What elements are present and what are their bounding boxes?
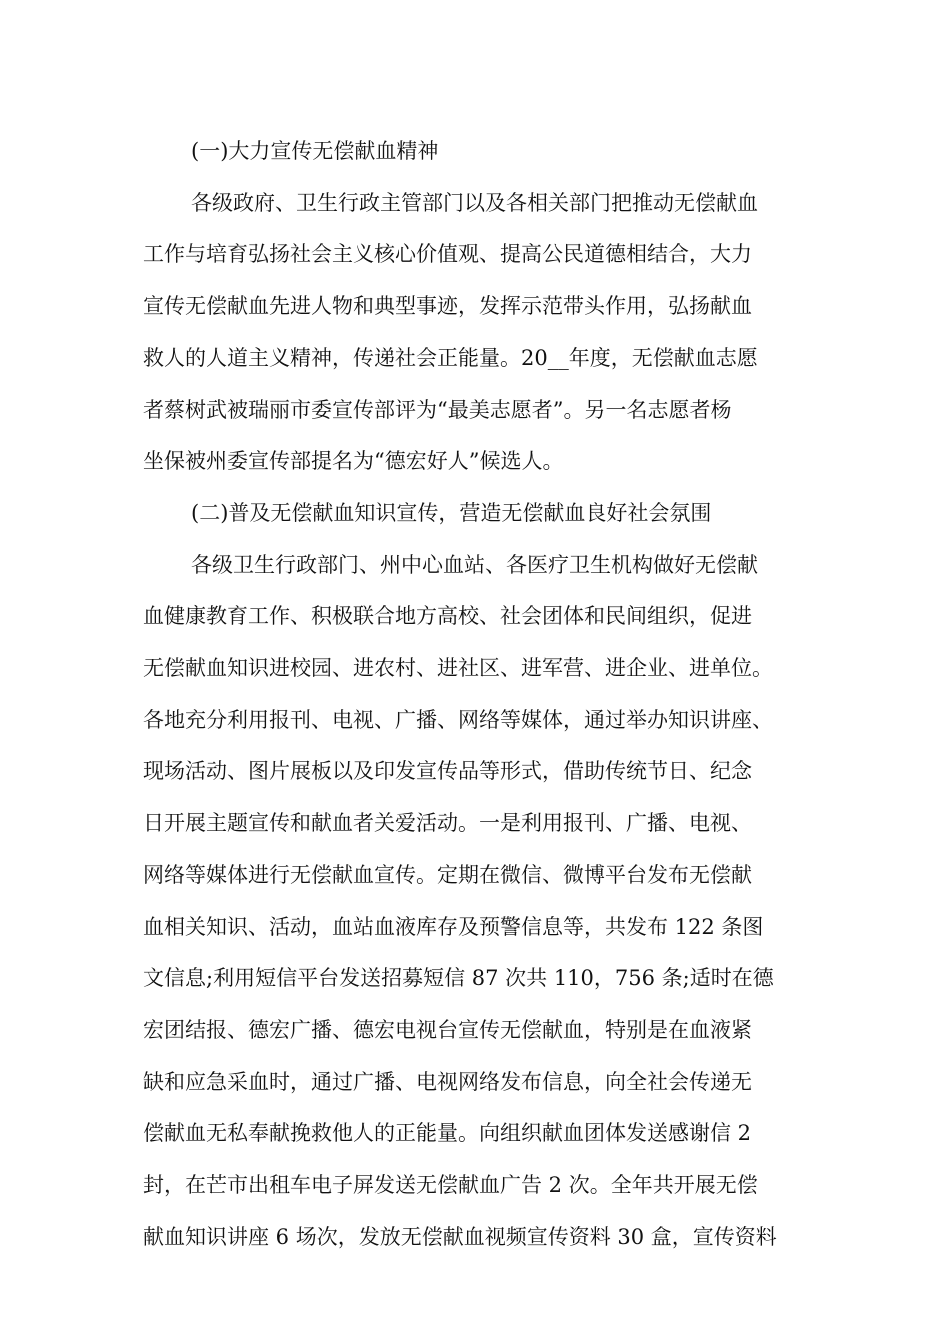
paragraph-line: 献血知识讲座 6 场次，发放无偿献血视频宣传资料 30 盒，宣传资料 xyxy=(143,1224,777,1249)
paragraph-line: 血相关知识、活动，血站血液库存及预警信息等，共发布 122 条图 xyxy=(143,914,764,939)
paragraph-line: 各地充分利用报刊、电视、广播、网络等媒体，通过举办知识讲座、 xyxy=(143,707,773,732)
paragraph-line: 各级政府、卫生行政主管部门以及各相关部门把推动无偿献血 xyxy=(191,190,758,215)
paragraph-line: 文信息;利用短信平台发送招募短信 87 次共 110，756 条;适时在德 xyxy=(143,966,774,991)
section-heading-1: (一)大力宣传无偿献血精神 xyxy=(191,139,439,163)
paragraph-line: 者蔡树武被瑞丽市委宣传部评为“最美志愿者”。另一名志愿者杨 xyxy=(143,397,732,422)
paragraph-line: 日开展主题宣传和献血者关爱活动。一是利用报刊、广播、电视、 xyxy=(143,811,752,836)
paragraph-line: 救人的人道主义精神，传递社会正能量。20__年度，无偿献血志愿 xyxy=(143,345,758,370)
paragraph-line: 坐保被州委宣传部提名为“德宏好人”候选人。 xyxy=(143,449,564,474)
document-body xyxy=(143,126,813,1263)
paragraph-line: 网络等媒体进行无偿献血宣传。定期在微信、微博平台发布无偿献 xyxy=(143,862,752,887)
section-paragraph-2 xyxy=(143,540,813,1264)
section-heading-2: (二)普及无偿献血知识宣传，营造无偿献血良好社会氛围 xyxy=(191,500,712,525)
paragraph-line: 现场活动、图片展板以及印发宣传品等形式，借助传统节日、纪念 xyxy=(143,759,752,784)
paragraph-line: 各级卫生行政部门、州中心血站、各医疗卫生机构做好无偿献 xyxy=(191,552,758,577)
section-paragraph-1 xyxy=(143,178,813,488)
paragraph-line: 缺和应急采血时，通过广播、电视网络发布信息，向全社会传递无 xyxy=(143,1069,752,1094)
paragraph-line: 宣传无偿献血先进人物和典型事迹，发挥示范带头作用，弘扬献血 xyxy=(143,294,752,319)
paragraph-line: 偿献血无私奉献挽救他人的正能量。向组织献血团体发送感谢信 2 xyxy=(143,1121,752,1146)
paragraph-line: 工作与培育弘扬社会主义核心价值观、提高公民道德相结合，大力 xyxy=(143,242,752,267)
paragraph-line: 血健康教育工作、积极联合地方高校、社会团体和民间组织，促进 xyxy=(143,604,752,629)
paragraph-line: 宏团结报、德宏广播、德宏电视台宣传无偿献血，特别是在血液紧 xyxy=(143,1017,752,1042)
paragraph-line: 封，在芒市出租车电子屏发送无偿献血广告 2 次。全年共开展无偿 xyxy=(143,1173,758,1198)
paragraph-line: 无偿献血知识进校园、进农村、进社区、进军营、进企业、进单位。 xyxy=(143,656,773,681)
